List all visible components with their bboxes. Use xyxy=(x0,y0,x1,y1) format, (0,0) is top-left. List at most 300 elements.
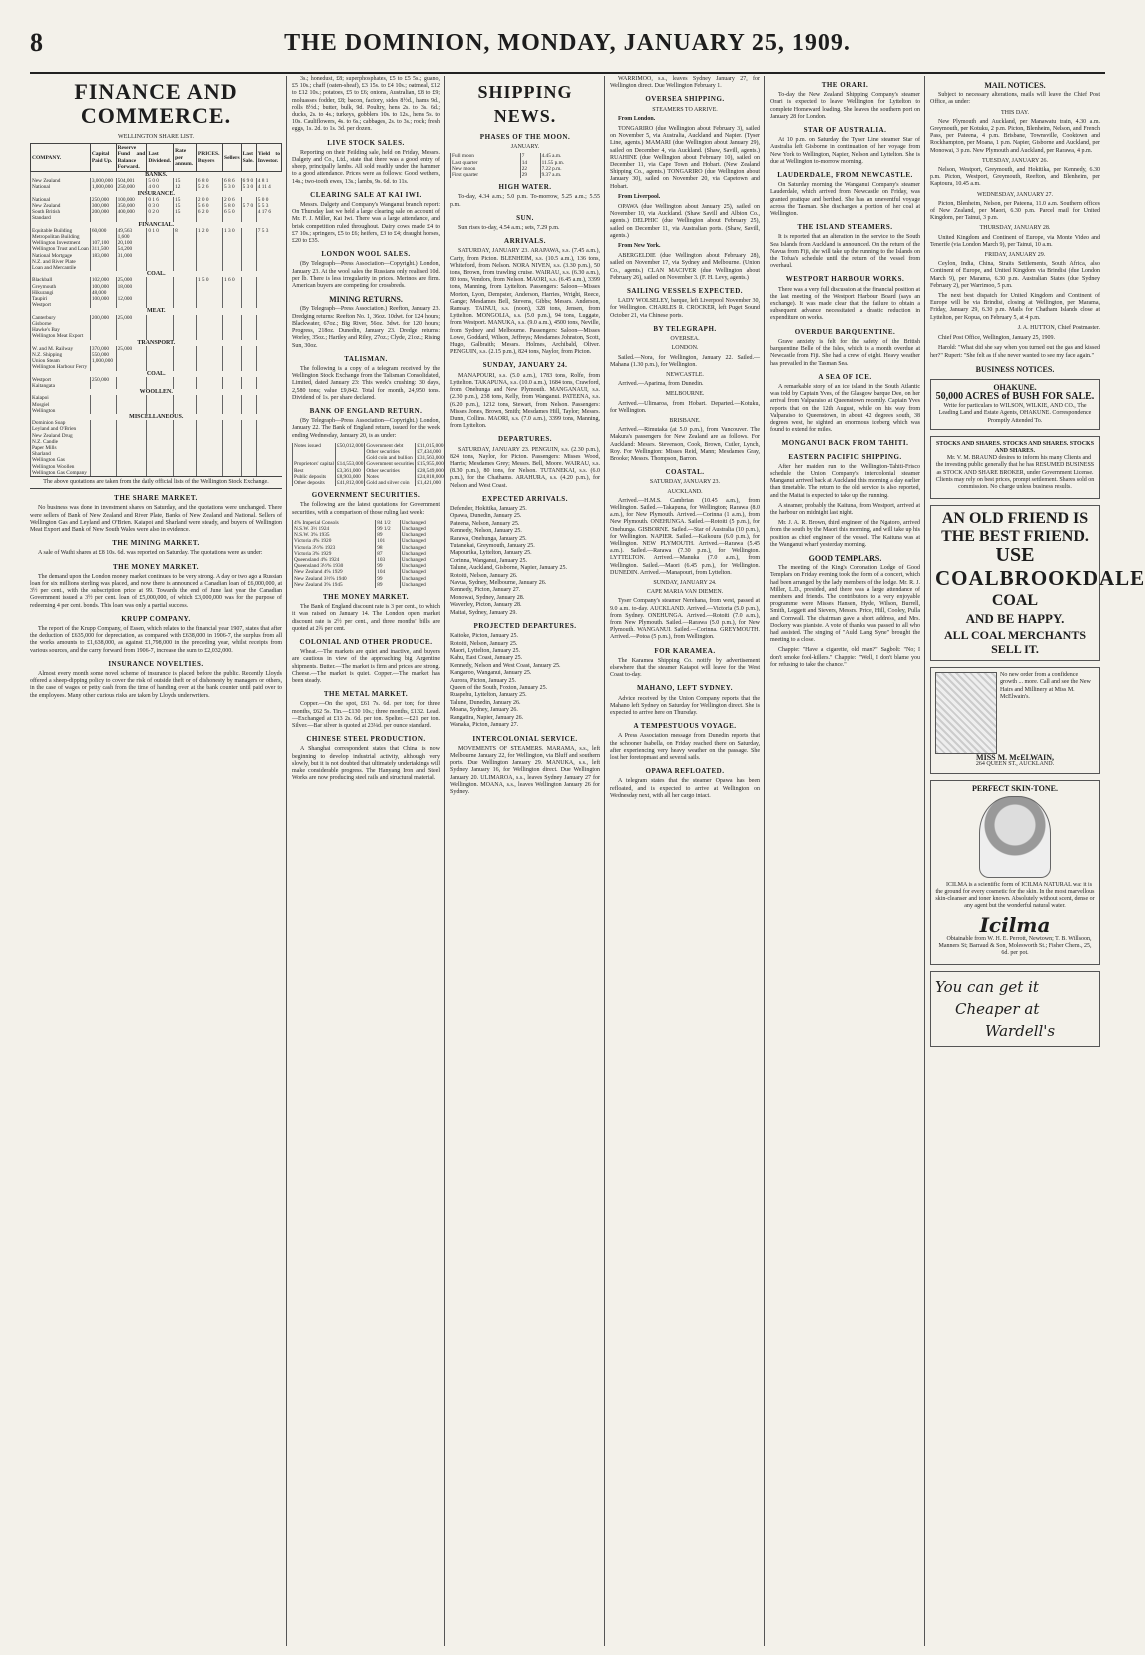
moon-cell: Full moon xyxy=(451,153,521,159)
london-heading: From London. xyxy=(618,115,656,122)
share-cell: 107,100 xyxy=(90,240,116,246)
projected-item: Rangatira, Napier, January 26. xyxy=(450,714,524,721)
news-column xyxy=(770,76,920,1646)
share-cell: 48,000 xyxy=(90,290,116,296)
moon-cell: 14 xyxy=(520,160,540,166)
newyork-heading: From New York. xyxy=(618,243,661,250)
share-cell: 60,000 xyxy=(90,228,116,234)
boe-cell: £28,549,000 xyxy=(417,467,444,474)
mail-wed: WEDNESDAY, JANUARY 27. xyxy=(976,191,1054,198)
govt-cell: Victoria 3% 1929 xyxy=(293,551,376,557)
mail-thu: THURSDAY, JANUARY 28. xyxy=(979,225,1051,232)
expected-item: Kennedy, Nelson, January 25. xyxy=(450,528,522,535)
coalbrookdale-brand: COALBROOKDALE xyxy=(935,566,1145,591)
share-cell: Mosgiel xyxy=(31,402,91,408)
water-text: To-day, 4.34 a.m.; 5.0 p.m. To-morrow, 5.25 a.m.; 5.55 p.m. xyxy=(450,194,600,208)
share-cell: 12 xyxy=(174,184,197,190)
ohakune-label: OHAKUNE. xyxy=(993,382,1037,392)
share-cell: 54,200 xyxy=(116,246,147,252)
share-cell: Hawke's Bay xyxy=(31,327,91,333)
share-cell: Wellington Meat Export xyxy=(31,333,91,339)
boe-table xyxy=(292,443,445,486)
share-column-header: Capital Paid Up. xyxy=(90,144,116,172)
column-rule xyxy=(924,76,925,1646)
share-cell: 311,500 xyxy=(90,246,116,252)
share-cell: 25,000 xyxy=(116,277,147,283)
column-rule xyxy=(604,76,605,1646)
share-cell: 5 0 0 xyxy=(147,178,174,184)
projected-item: Aurora, Picton, January 25. xyxy=(450,677,516,684)
karamea-text: The Karamea Shipping Co. notify by advertisement elsewhere that the steamer Kaiapoi will leave for the West Coast to-day. xyxy=(610,657,760,679)
share-cell: 5 7 0 xyxy=(241,203,256,209)
sunday2-heading: SUNDAY, JANUARY 24. xyxy=(653,579,717,586)
steamer-lead: A steamer, probably the Kaituna, from Westport, arrived at the harbour on midnight last night. xyxy=(770,502,920,516)
mail-text: New Plymouth and Auckland, per Manawatu train, 4.30 a.m. Greymouth, per Kotuku, 2 p.m. Picton, Blenheim, Nelson, and French Pass, per Pateena, 4 p.m. Brisbane, Townsville, Cooktown and Rockhampton, per Moana, 1 p.m. Napier, Gisborne and Auckland, per Monowai, 3 p.m. New Plymouth and Auckland, per Rarawa, 4 p.m. xyxy=(930,118,1100,154)
share-cell: South British xyxy=(31,209,91,215)
boe-cell: £7,434,000 xyxy=(416,449,445,455)
moon-cell: First quarter xyxy=(451,172,521,178)
melbourne-heading: MELBOURNE. xyxy=(665,391,705,398)
share-cell: 250,000 xyxy=(90,377,116,383)
live-stock-heading: LIVE STOCK SALES. xyxy=(327,138,405,147)
mail-today: THIS DAY. xyxy=(1000,109,1029,116)
eastern-text: After her maiden run to the Wellington-Tahiti-Frisco schedule the Union Company's intercolonial steamer Manganui arrived back at Auckland this morning a day earlier than timetable. The return to the old service is also reported, and the Maitai is expected to take up the running. xyxy=(770,463,920,499)
coastal-date: SATURDAY, JANUARY 23. xyxy=(649,479,721,486)
stocks-headline: STOCKS AND SHARES. STOCKS AND SHARES. STOCKS AND SHARES. xyxy=(935,440,1095,454)
govt-cell: 99 xyxy=(376,576,400,582)
govt-cell: 89 xyxy=(376,582,400,588)
moon-cell: 9.37 a.m. xyxy=(540,172,600,178)
coastal-heading: COASTAL. xyxy=(665,468,705,477)
share-cell: Blackball xyxy=(31,277,91,283)
clearing-heading: CLEARING SALE AT KAI IWI. xyxy=(310,190,422,199)
govt-table xyxy=(292,520,440,588)
opawa-heading: OPAWA REFLOATED. xyxy=(645,767,725,776)
mining-market-heading: THE MINING MARKET. xyxy=(112,539,200,548)
projected-item: Kangaroo, Wanganui, January 25. xyxy=(450,670,532,677)
govt-cell: N.S.W. 3½ 1924 xyxy=(293,526,376,532)
expected-heading: EXPECTED ARRIVALS. xyxy=(482,494,568,503)
auckland-heading: AUCKLAND. xyxy=(667,488,703,495)
icilma-ad xyxy=(930,780,1100,966)
share-cell: 6 8 6 xyxy=(223,178,242,184)
share-cell: 3,000,000 xyxy=(90,178,116,184)
share-cell: 8 xyxy=(174,228,197,234)
boe-cell: Notes issued xyxy=(293,443,336,449)
boe-cell: Public deposits xyxy=(293,474,336,480)
share-cell: 100,000 xyxy=(90,296,116,302)
share-cell: 49,563 xyxy=(116,228,147,234)
boe-cell: Notes xyxy=(365,474,416,480)
govt-cell: Unchanged xyxy=(400,563,440,569)
govt-cell: Unchanged xyxy=(400,582,440,588)
share-cell: 1 3 0 xyxy=(223,228,242,234)
mail-heading: MAIL NOTICES. xyxy=(984,81,1046,90)
london-wool-heading: LONDON WOOL SALES. xyxy=(321,250,411,259)
star-heading: STAR OF AUSTRALIA. xyxy=(803,126,887,135)
sailing-heading: SAILING VESSELS EXPECTED. xyxy=(626,287,744,296)
lauderdale-heading: LAUDERDALE, FROM NEWCASTLE. xyxy=(777,171,913,180)
share-cell: Taupiri xyxy=(31,296,91,302)
star-text: At 10 p.m. on Saturday the Tyser Line steamer Star of Australia left Gisborne in continuation of her voyage from New York to Wellington, Napier, Nelson and Lyttelton. She is due at Wellington to-morrow morning. xyxy=(770,137,920,165)
govt-cell: Unchanged xyxy=(400,545,440,551)
insurance-heading: INSURANCE NOVELTIES. xyxy=(108,659,204,668)
column-rule xyxy=(764,76,765,1646)
orari-text: To-day the New Zealand Shipping Company's steamer Orari is expected to leave Wellington for Lyttelton to complete Homeward loading. She leaves the southern port on January 28 for London. xyxy=(770,92,920,120)
money2-heading: THE MONEY MARKET. xyxy=(322,593,410,601)
moon-cell: 29 xyxy=(520,172,540,178)
govt-cell: N.S.W. 3% 1935 xyxy=(293,532,376,538)
govt-text: The following are the latest quotations for Government securities, with a comparison of those ruling last week: xyxy=(292,502,440,516)
projected-item: Wanaka, Picton, January 27. xyxy=(450,722,519,729)
westport-text: There was a very full discussion at the financial position at the last meeting of the Westport Harbour Board (says an exchange). It was made clear that the failure to obtain a subsequent advance necessitated a drastic reduction in expenditure on works. xyxy=(770,286,920,322)
govt-cell: Unchanged xyxy=(400,576,440,582)
script-line-1: You can get it xyxy=(935,978,1039,997)
govt-cell: 84 1/2 xyxy=(376,520,400,526)
expected-item: Navua, Sydney, Melbourne, January 26. xyxy=(450,580,547,586)
projected-item: Rotoiti, Nelson, January 25. xyxy=(450,640,518,647)
london2-text: Sailed.—Nora, for Wellington, January 22. Sailed.—Mahana (1.30 p.m.), for Wellington. xyxy=(610,354,760,368)
acres-headline: 50,000 ACRES of BUSH FOR SALE. xyxy=(935,391,1095,403)
govt-cell: 87 xyxy=(376,551,400,557)
share-cell: W. and M. Railway xyxy=(31,346,91,352)
govt-row xyxy=(293,582,441,588)
share-column-header: Rate per annum. xyxy=(174,144,197,172)
share-cell: New Zealand xyxy=(31,203,91,209)
govt-cell: New Zealand 4% 1929 xyxy=(293,569,376,575)
share-cell: Standard xyxy=(31,215,91,221)
opawa-text: A telegram states that the steamer Opawa has been refloated, and is expected to arrive at Wellington on Wednesday next, with all her cargo intact. xyxy=(610,778,760,799)
colonial-heading: COLONIAL AND OTHER PRODUCE. xyxy=(299,638,433,647)
cape-text: Tyser Company's steamer Nerehana, from west, passed at 9.0 a.m. to-day. AUCKLAND. Arrived.—Victoria (5.0 p.m.), from Sydney. ONEHUNGA. Arrived.—Rotoiti (7.0 a.m.), from New Plymouth. Sailed.—Rarawa (5.0 p.m.), for New Plymouth. WANGANUI. Sailed.—Corinna. GREYMOUTH. Arrived.—Potoa (5 p.m.), from Wellington. xyxy=(610,598,760,641)
chinese-heading: CHINESE STEEL PRODUCTION. xyxy=(306,735,426,744)
share-cell: Gisborne xyxy=(31,321,91,327)
share-cell: 31,000 xyxy=(116,253,147,259)
stocks-body: Mr. V. M. BRAUND desires to inform his many Clients and the investing public generally that he has RESUMED BUSINESS as STOCK AND SHARE BROKER, under Government License. Clients may rely on best prices, prompt settlement. Shares sold on commission. No charge unless business results. xyxy=(935,455,1095,490)
joke-text: Chappie: "Have a cigarette, old man?" Sagbolt: "No; I don't smoke fool-killers." Chappie: "Well, I don't blame you for refusing to take the chance." xyxy=(770,647,920,668)
share-cell: 1 2 0 xyxy=(196,228,222,234)
colonial-text: Wheat.—The markets are quiet and inactive, and buyers are cautious in view of the approaching big Argentine shipments. Butter.—The market is firm and prices are strong. Cheese.—The market is quiet. Copper.—The market has been steady. xyxy=(292,649,440,685)
moon-table xyxy=(450,153,600,178)
sun-text: Sun rises to-day, 4.54 a.m.; sets, 7.29 p.m. xyxy=(458,225,560,232)
expected-item: Tutanekai, Greymouth, January 25. xyxy=(450,542,535,549)
krupp-heading: KRUPP COMPANY. xyxy=(121,614,191,623)
expected-item: Defender, Hokitika, January 25. xyxy=(450,505,527,512)
share-list-table xyxy=(30,143,282,476)
govt-cell: Unchanged xyxy=(400,526,440,532)
island-text: It is reported that an alteration in the service to the South Sea Islands from Auckland is announced. On the return of the Navua from Fiji, she will take up the running to the Islands on the Tofua's schedule until the return of the vessel from overhaul. xyxy=(770,234,920,270)
perfect-heading: PERFECT SKIN-TONE. xyxy=(972,783,1058,793)
expected-item: Waverley, Picton, January 28. xyxy=(450,602,522,609)
happy-label: AND BE HAPPY. xyxy=(965,611,1065,627)
liverpool-text: OPAWA (due Wellington about January 25), sailed on November 10, via Auckland. (Shaw Savill and Albion Co., agents.) DELPHIC (due Wellington about February 25), sailed on December 11, via Australian ports. (Shaw, Savill, agents.) xyxy=(610,204,760,239)
newyork-text: ABERGELDIE (due Wellington about February 28), sailed on November 17, via Sydney and Melbourne. (Union Co., agents.) CLAN MACIVER (due Wellington about February 26), sailed on November 3. (F. H. Levy, agents.) xyxy=(610,253,760,281)
mining-market-text: A sale of Waihi shares at £8 10s. 6d. was reported on Saturday. The quotations were as under: xyxy=(38,550,263,557)
share-cell: Leyland and O'Brien xyxy=(31,426,91,432)
share-column-header: Yield to Investor. xyxy=(256,144,281,172)
boe-cell: £3,361,000 xyxy=(335,468,364,474)
notices-column xyxy=(930,76,1145,1646)
masthead xyxy=(30,28,1105,74)
govt-cell: Unchanged xyxy=(400,557,440,563)
newspaper-title: THE DOMINION, MONDAY, JANUARY 25, 1909. xyxy=(284,30,851,56)
old-friend-headline: AN OLD FRIEND IS THE BEST FRIEND. xyxy=(941,510,1089,546)
ohakune-ad xyxy=(930,379,1100,430)
share-section-name: TRANSPORT. xyxy=(31,340,282,346)
share-column-header: COMPANY. xyxy=(31,144,91,172)
share-cell: 6 5 0 xyxy=(223,209,242,215)
moon-cell: 22 xyxy=(520,166,540,172)
share-cell: N.Z. Candle xyxy=(31,439,91,445)
share-cell: 4 17 6 xyxy=(256,209,281,215)
expected-item: Corinna, Wanganui, January 25. xyxy=(450,557,528,564)
govt-cell: Unchanged xyxy=(400,532,440,538)
share-cell: Metropolitan Building xyxy=(31,234,91,240)
share-cell: 0 1 6 xyxy=(147,197,174,203)
share-market-text: No business was done in investment shares on Saturday, and the quotations were unchanged. There were sellers of Bank of New Zealand and River Plate, Banks of New Zealand and National. Sellers of Wellington Gas and Leyland and O'Brien. Kaiapoi and Sharland were steady, and buyers of Wellington Meat Export and Bank of New South Wales were also in evidence. xyxy=(30,505,282,533)
harold-joke: Harold: "What did she say when you turned out the gas and kissed her?" Rupert: "She felt as if she never wanted to see my face again." xyxy=(930,345,1100,359)
sailing-text: LADY WOLSELEY, barque, left Liverpool November 30, for Wellington. CHARLES R. CROCKER, left Puget Sound October 21, via Chinese ports. xyxy=(610,298,760,319)
share-list-subtitle: WELLINGTON SHARE LIST. xyxy=(118,134,194,140)
postmaster-signature: J. A. HUTTON, Chief Postmaster. xyxy=(1017,324,1100,331)
share-cell: 25,000 xyxy=(116,346,147,352)
mcelwain-name: MISS M. McELWAIN, xyxy=(976,753,1054,763)
share-section-row xyxy=(31,172,282,179)
moon-cell: 11.55 p.m. xyxy=(540,160,600,166)
arrivals-text: SATURDAY, JANUARY 23. ARAPAWA, s.s. (7.45 a.m.), Carty, from Picton. BLENHEIM, s.s. (10.5 a.m.), 136 tons, Whiteford, from Nelson. NORA NIVEN, s.s. (3.30 p.m.), 50 tons, Brown, from trawling cruise. WAIRAU, s.s. (6.30 a.m.), 80 tons, Vendors, from Nelson. MAORI, s.s. (6.45 a.m.), 3399 tons, Manning, from Lyttelton. Passengers: Saloon—Misses Morton, Lyon, Dempster, Anderson, Harries, Wright, Reece, Gange; Mesdames Bell, Stevens, Gibbs; Messrs. Anderson, Ramsay. TAINUI, s.s. (noon), 328 tons, Jensen, from Lyttelton. MONGOLIA, s.s. (5.0 p.m.), 94 tons, Luggate, from Westport. MANUKA, s.s. (9.0 a.m.), 4500 tons, Neville, from Sydney and Melbourne. Passengers: Saloon—Misses Lowe, Goddard, Wilson, Jeffreys; Mesdames Johnston, Scott, Hugo, Galbraith; Messrs. Holmes, Archibald, Oliver. PENGUIN, s.s. (2.15 p.m.), 824 tons, Naylor, from Picton. xyxy=(450,248,600,356)
westport-heading: WESTPORT HARBOUR WORKS. xyxy=(785,275,905,284)
share-cell: Kaitangata xyxy=(31,383,91,389)
mail-intro: Subject to necessary alterations, mails will leave the Chief Post Office, as under: xyxy=(930,92,1100,106)
boe-cell: £41,812,000 xyxy=(336,479,364,486)
templars-heading: GOOD TEMPLARS. xyxy=(808,553,882,563)
mail-tue: TUESDAY, JANUARY 26. xyxy=(981,157,1049,164)
share-cell: 250,000 xyxy=(90,197,116,203)
sunday-text: MANAPOURI, s.s. (5.0 a.m.), 1783 tons, Rolfe, from Lyttelton. TAKAPUNA, s.s. (10.0 a.m.), 1684 tons, Crawford, from Onehunga and New Plymouth. MANGANAUI, s.s. (2.30 p.m.), 238 tons, Kelly, from Wanganui. PATEENA, s.s. (6.20 p.m.), 1212 tons, Stewart, from Nelson. Passengers: Misses Jones, Brown, Smith; Mesdames Hill, Taylor; Messrs. Dunn, Collins. MAORI, s.s. (7.0 a.m.), 3399 tons, Manning, from Lyttelton. xyxy=(450,372,600,430)
orari-heading: THE ORARI. xyxy=(821,81,869,89)
mail-fri: FRIDAY, JANUARY 29. xyxy=(984,252,1046,259)
mcelwain-ad xyxy=(930,667,1100,773)
share-cell: 5 3 0 xyxy=(241,184,256,190)
share-cell: 0 3 0 xyxy=(147,203,174,209)
share-cell: 1,600 xyxy=(116,234,147,240)
merchants-label: ALL COAL MERCHANTS SELL IT. xyxy=(943,628,1087,657)
shipping-heading: SHIPPING NEWS. xyxy=(477,82,573,126)
share-cell: N.Z. Shipping xyxy=(31,352,91,358)
business-heading: BUSINESS NOTICES. xyxy=(975,364,1055,374)
moon-cell: 4.45 a.m. xyxy=(540,153,600,159)
share-column-header: Sellers xyxy=(223,144,242,172)
govt-cell: 104 xyxy=(376,569,400,575)
intercolonial-text: MOVEMENTS OF STEAMERS. MARAMA, s.s., left Melbourne January 22, for Wellington, via Bluff and southern ports. Due Wellington January 29. MANUKA, s.s., left Sydney January 16, for Wellington direct. Due Wellington January 20. ULIMAROA, s.s., leaves Sydney January 27 for Wellington. MOANA, s.s., leaves Wellington January 26 for Sydney. xyxy=(450,745,600,795)
share-market-heading: THE SHARE MARKET. xyxy=(114,494,198,503)
boe-cell: Other securities xyxy=(365,468,416,474)
share-cell: 100,000 xyxy=(116,197,147,203)
boe-cell: Government debt xyxy=(365,443,416,449)
mail-thu-text: United Kingdom and Continent of Europe, via Monte Video and Tenerife (via London March 9), per Tainui, 10 a.m. xyxy=(930,234,1100,248)
share-cell: 5 0 0 xyxy=(256,197,281,203)
steamer-text: Mr. J. A. R. Brown, third engineer of the Ngatoro, arrived from the south by the Maori this morning, and will take up his position as chief engineer of the vessel. The Kaituna was at the Wanganui wharf yesterday morning. xyxy=(770,520,920,548)
share-cell: Wellington Gas Company xyxy=(31,470,91,476)
expected-item: Mapourika, Lyttelton, January 25. xyxy=(450,550,532,557)
telegraph-heading: BY TELEGRAPH. xyxy=(653,324,717,333)
share-cell: National Mortgage xyxy=(31,253,91,259)
melbourne-text: Arrived.—Ulimaroa, from Hobart. Departed.—Kotuku, for Wellington. xyxy=(610,400,760,414)
share-cell: 6 9 0 xyxy=(241,178,256,184)
projected-item: Maori, Lyttelton, January 25. xyxy=(450,648,520,655)
govt-cell: Unchanged xyxy=(400,551,440,557)
share-cell: Westport xyxy=(31,302,91,308)
govt-cell: 98 xyxy=(376,545,400,551)
share-cell: 5 2 6 xyxy=(196,184,222,190)
share-cell: Westport xyxy=(31,377,91,383)
govt-cell: New Zealand 3½% 1940 xyxy=(293,576,376,582)
table-note: The above quotations are taken from the daily official lists of the Wellington Stock Exchange. xyxy=(30,476,282,489)
govt-cell: Victoria 4% 1920 xyxy=(293,538,376,544)
produce-text: 3s.; honedust, £8; superphosphates, £5 to £5 5s.; guano, £5 10s.; chaff (oaten-sheaf), £3 15s. to £4 10s.; oatmeal, £12 to £12 10s.; potatoes, £5 to £6; onions, Australian, £8 to £9; moluasses fodder, £8; bacon, factory, sides 8½d., hams 9d., rolls 8½d.; butter, bulk, 9d. Poultry, hens 2s. to 3s. 6d.; ducks, 2s. to 4s.; turkeys, gobblers 10s. to 12s., hens 5s. to 10s. Cauliflowers, 4s. to 6s.; cabbages, 2s. to 3s.; rock; fresh eggs, 1s. 2d. to 1s. 3d. per dozen. xyxy=(292,76,440,133)
share-cell: 504,001 xyxy=(116,178,147,184)
mining-returns-heading: MINING RETURNS. xyxy=(329,295,403,305)
share-cell: 200,000 xyxy=(90,209,116,215)
share-cell: 4 0 0 xyxy=(147,184,174,190)
icilma-sub: Obtainable from W. H. E. Perrott, Newtown; T. B. Willsoon, Manners St; Barraud & Son, Molesworth St.; Fisher Chem., 25, 6d. per pot. xyxy=(938,935,1092,956)
lauderdale-text: On Saturday morning the Wanganui Company's steamer Lauderdale, which arrived from Newcastle on Friday, was granted pratique and berthed. She has an uneventful voyage across the Tasman. She discharges a portion of her coal at Wellington. xyxy=(770,182,920,218)
projected-heading: PROJECTED DEPARTURES. xyxy=(473,622,577,631)
share-cell: 5 8 0 xyxy=(223,203,242,209)
mcelwain-text: No new order from a confidence growth ... more. Call and see the New Hairs and Millinery at Miss M. McElwain's. xyxy=(1000,672,1091,700)
govt-cell: Unchanged xyxy=(400,538,440,544)
money-market-text: The demand upon the London money market continues to be very strong. A day or two ago a Russian loan for six millions sterling was placed, and now there is announced a Canadian loan of £6,000,000, at 3½ per cent., with the subscription price at 99. Towards the end of June last year the Canadian Government issued a 3½ per cent. loan of £5,000,000, of which £3,000,000 was for the purpose of redeeming 4 per cent. bonds. This loan was only a partial success. xyxy=(30,573,282,609)
share-cell: Wellington Investment xyxy=(31,240,91,246)
govt-cell: 4% Imperial Consols xyxy=(293,520,376,526)
share-cell: 183,000 xyxy=(90,253,116,259)
govt-cell: 99 1/2 xyxy=(376,526,400,532)
sun-heading: SUN. xyxy=(516,213,534,222)
share-column-header: PRICES. Buyers xyxy=(196,144,222,172)
boe-cell: £8,903,000 xyxy=(335,474,364,480)
projected-item: Kaitoke, Picton, January 25. xyxy=(450,633,518,640)
govt-cell: Queensland 4% 1924 xyxy=(293,557,376,563)
expected-item: Rarawa, Onehunga, January 25. xyxy=(450,535,527,542)
share-cell: 4 11 4 xyxy=(256,184,281,190)
expected-list xyxy=(450,506,600,617)
share-cell: 6 8 0 xyxy=(196,178,222,184)
share-cell: 100,000 xyxy=(90,284,116,290)
krupp-text: The report of the Krupp Company, of Essen, which relates to the financial year 1907, states that after the deduction of £635,000 for depreciation, as compared with £638,000 in 1906-7, the surplus from all the works amounts to £1,638,000, as against £1,798,000 in the preceding year, whilst receipts from various sources, and the carry forward from 1906-7, increase the sum to £2,032,000. xyxy=(30,626,282,654)
moon-row xyxy=(451,172,601,178)
mahana-text: Advice received by the Union Company reports that the Mahano left Sydney on Saturday for Wellington direct. She is expected to arrive here on Thursday. xyxy=(610,695,760,717)
share-section-name: COAL. xyxy=(31,371,282,377)
boe-row xyxy=(293,461,445,467)
projected-item: Talune, Dunedin, January 26. xyxy=(450,699,521,706)
sunday-heading: SUNDAY, JANUARY 24. xyxy=(482,361,568,370)
projected-item: Kahu, East Coast, January 25. xyxy=(450,655,523,662)
island-heading: THE ISLAND STEAMERS. xyxy=(797,223,893,232)
share-cell: 250,000 xyxy=(116,184,147,190)
live-stock-text: Reporting on their Feilding sale, held on Friday, Messrs. Dalgety and Co., Ltd., state that there was a good entry of sheep, principally lambs. All sold readily under the hammer to a good attendance. Prices were as follows: Good wethers, 14s.; two-tooth ewes, 13s.; lambs, 9s. 6d. to 11s. xyxy=(292,149,440,185)
tahiti-heading: MONGANUI BACK FROM TAHITI. xyxy=(781,439,909,448)
departures-text: SATURDAY, JANUARY 23. PENGUIN, s.s. (2.30 p.m.), 824 tons, Naylor, for Picton. Passengers: Misses Wood, Harris; Mesdames Grey; Messrs. Bell, Moore. WAIRAU, s.s. (8.30 p.m.), 80 tons, for Nelson. TUTANEKAI, s.s. (6.0 p.m.), for the Chathams. ARAHURA, s.s. (4.20 p.m.), for Nelson and West Coast. xyxy=(450,446,600,489)
moon-cell: New moon xyxy=(451,166,521,172)
expected-item: Maitai, Sydney, January 29. xyxy=(450,609,517,616)
share-cell: National xyxy=(31,184,91,190)
templars-text: The meeting of the King's Coronation Lodge of Good Templars on Friday evening took the form of a concert, which had been arranged by the lady members of the lodge. Mr. R. J. Miller, L.D., presided, and there was a large attendance of members and friends. The contributors to a very enjoyable programme were Misses Hansen, Hyde, Wilson, Burrell, Smith, Leggett and Sievers, Messrs. Price, Hill, Cooley, Pulla and Cornwall. The chairman gave a short address, and Mrs. Dockery was pianiste. A vote of thanks was passed to all who had assisted. The singing of "Auld Lang Syne" brought the meeting to a close. xyxy=(770,565,920,644)
sea-text: A remarkable story of an ice island in the South Atlantic was told by Captain Yves, of the Glasgow barque Dee, on her arrival from Valparaiso at Queenstown recently. Captain Yves reports that on the 12th August, while on his way from Valparaiso to Queenstown, in about 42 degrees south, 38 degrees west, he sighted an enormous iceberg which was found to extend for miles. xyxy=(770,383,920,434)
share-cell: 1,000,000 xyxy=(90,184,116,190)
share-cell: 370,000 xyxy=(90,346,116,352)
share-column-header: Last Dividend. xyxy=(147,144,174,172)
share-section-name: INSURANCE. xyxy=(31,191,282,197)
chinese-text: A Shanghai correspondent states that China is now beginning to develop industrial activity, although very slowly, but it is not doubted that ultimately undertakings will make considerable progress. The Hanyang Iron and Steel Works are now producing steel rails and structural material. xyxy=(292,746,440,782)
brisbane-text: Arrived.—Rimutaka (at 5.0 p.m.), from Vancouver. The Makura's passengers for New Zealand are as follows. For Auckland: Messrs. Stevenson, Cook, Brown, Cutler, Lynch, Roy. For Wellington: Misses Reid, Mann; Mesdames Gray, Brooke; Messrs. Thompson, Barron. xyxy=(610,427,760,462)
expected-item: Opawa, Dunedin, January 25. xyxy=(450,513,522,520)
share-cell: National xyxy=(31,197,91,203)
share-cell: Wellington Woollen xyxy=(31,464,91,470)
perfect-text: ICILMA is a scientific form of ICILMA NATURAL wa: it is the ground for every cosmetic for the skin. In the most marvellous skin-cleanser and toner known. Absolutely without scent, dense or any agent but the wonderful natural water. xyxy=(935,881,1095,910)
cape-heading: CAPE MARIA VAN DIEMEN. xyxy=(646,589,724,596)
script-line-2: Cheaper at xyxy=(955,1000,1040,1019)
expected-item: Kennedy, Picton, January 27. xyxy=(450,587,521,594)
column-rule xyxy=(444,76,445,1646)
intercolonial-heading: INTERCOLONIAL SERVICE. xyxy=(472,734,578,743)
finance-heading: FINANCE AND COMMERCE. xyxy=(74,79,238,128)
share-cell: 18,000 xyxy=(116,284,147,290)
share-cell: Wellington Trust and Loan xyxy=(32,246,89,253)
share-cell: 15 xyxy=(174,197,197,203)
boe-cell: £15,955,000 xyxy=(417,461,444,468)
share-column-header: Last Sale. xyxy=(241,144,256,172)
moon-month: JANUARY. xyxy=(510,144,540,151)
govt-cell: 103 xyxy=(376,557,400,563)
mining-returns-text: (By Telegraph—Press Association.) Reefton, January 23. Dredging returns: Reefton No. 1, 36oz. 10dwt. for 124 hours; Blackwater, 67oz.; Big River, 56oz. 3dwt. for 120 hours; Progress, 218oz. Dunedin, January 23. Dredge returns: Worley, 35oz.; Hartley and Riley, 27oz.; Clyde, 21oz.; Rising Sun, 30oz. xyxy=(292,306,440,349)
share-cell: 1,000,000 xyxy=(90,358,116,364)
share-cell: 25,000 xyxy=(116,315,147,321)
boe-cell: £14,553,000 xyxy=(336,461,364,468)
share-section-name: COAL. xyxy=(31,271,282,277)
tempest-text: A Press Association message from Dunedin reports that the schooner Isabella, on Friday reached there on Saturday, after experiencing very heavy weather on the passage. She lost her foretopmast and several sails. xyxy=(610,733,760,762)
share-cell: 0 1 0 xyxy=(147,228,174,234)
insurance-text: Almost every month some novel scheme of insurance is placed before the public. Recently Lloyds offered a sheep-dipping policy to cover the risk of outside theft or of dishonesty by managers or others, in the case of wages or petty cash from the time of handing over at the bank counter until paid over to the employees. Many other curious risks are taken by Lloyds underwriters. xyxy=(30,671,282,699)
share-cell: 350,000 xyxy=(116,203,147,209)
script-line-3: Wardell's xyxy=(985,1022,1056,1041)
share-section-name: FINANCIAL. xyxy=(31,222,282,228)
mail-fri-text: Ceylon, India, China, Straits Settlements, South Africa, also Continent of Europe, and United Kingdom via Brindisi (due London March 9), per Marama, 6.30 p.m. Australian States (due Sydney February 2), per Warrimoo, 5 p.m. xyxy=(930,261,1100,289)
govt-cell: 89 xyxy=(376,532,400,538)
boe-cell: £24,818,000 xyxy=(417,473,444,480)
share-cell: N.Z. and River Plate xyxy=(31,259,91,265)
overdue-text: Grave anxiety is felt for the safety of the British barquentine Belle of the Isles, which is a month overdue at Newcastle from Fiji. She had a crew of eight. Heavy weather has prevailed in the Tasman Sea. xyxy=(770,338,920,367)
boe-cell: Proprietors' capital xyxy=(294,461,334,468)
share-section-name: WOOLLEN. xyxy=(31,389,282,395)
share-cell: Equitable Building xyxy=(31,228,91,234)
share-cell: 15 xyxy=(174,209,197,215)
mail-wed-text: Picton, Blenheim, Nelson, per Pateena, 11.0 a.m. Southern offices of New Zealand, per Maori, 6.30 p.m. Parcel mail for United Kingdom, per Tainui, 3 p.m. xyxy=(930,200,1100,222)
coastal-text: Arrived.—H.M.S. Cambrian (10.45 a.m.), from Wellington. Sailed.—Takapuna, for Wellington; Rarawa (8.0 a.m.), for New Plymouth. Arrived.—Corinna (1 a.m.), from New Plymouth. ONEHUNGA. Sailed.—Rotoiti (5 p.m.), for Onehunga. GISBORNE. Sailed.—Star of Australia (10 p.m.), for Wellington. NAPIER. Sailed.—Kaikoura (6.0 p.m.), for Wellington. NEW PLYMOUTH. Arrived.—Rarawa (5.45 a.m.). Sailed.—Rarawa (7.30 p.m.), for Wellington. LYTTELTON. Arrived.—Manuka (7.0 a.m.), from Wellington. Sailed.—Maori (6.45 p.m.), for Wellington. DUNEDIN. Arrived.—Manapouri, from Lyttelton. xyxy=(610,497,760,576)
share-cell: 0 2 0 xyxy=(147,209,174,215)
share-cell: 550,000 xyxy=(90,352,116,358)
finance-column xyxy=(30,76,282,1646)
share-cell: 300,000 xyxy=(90,203,116,209)
share-cell: Wellington xyxy=(31,408,91,414)
stocks-ad xyxy=(930,436,1100,499)
share-cell: 2 0 6 xyxy=(223,197,242,203)
boe-row xyxy=(293,480,445,486)
talisman-heading: TALISMAN. xyxy=(344,354,388,363)
govt-heading: GOVERNMENT SECURITIES. xyxy=(311,491,421,500)
expected-item: Rotoiti, Nelson, January 26. xyxy=(450,572,518,579)
icilma-brand: Icilma xyxy=(979,912,1051,937)
share-column-header: Reserve Fund and Balance Forward. xyxy=(117,145,146,170)
